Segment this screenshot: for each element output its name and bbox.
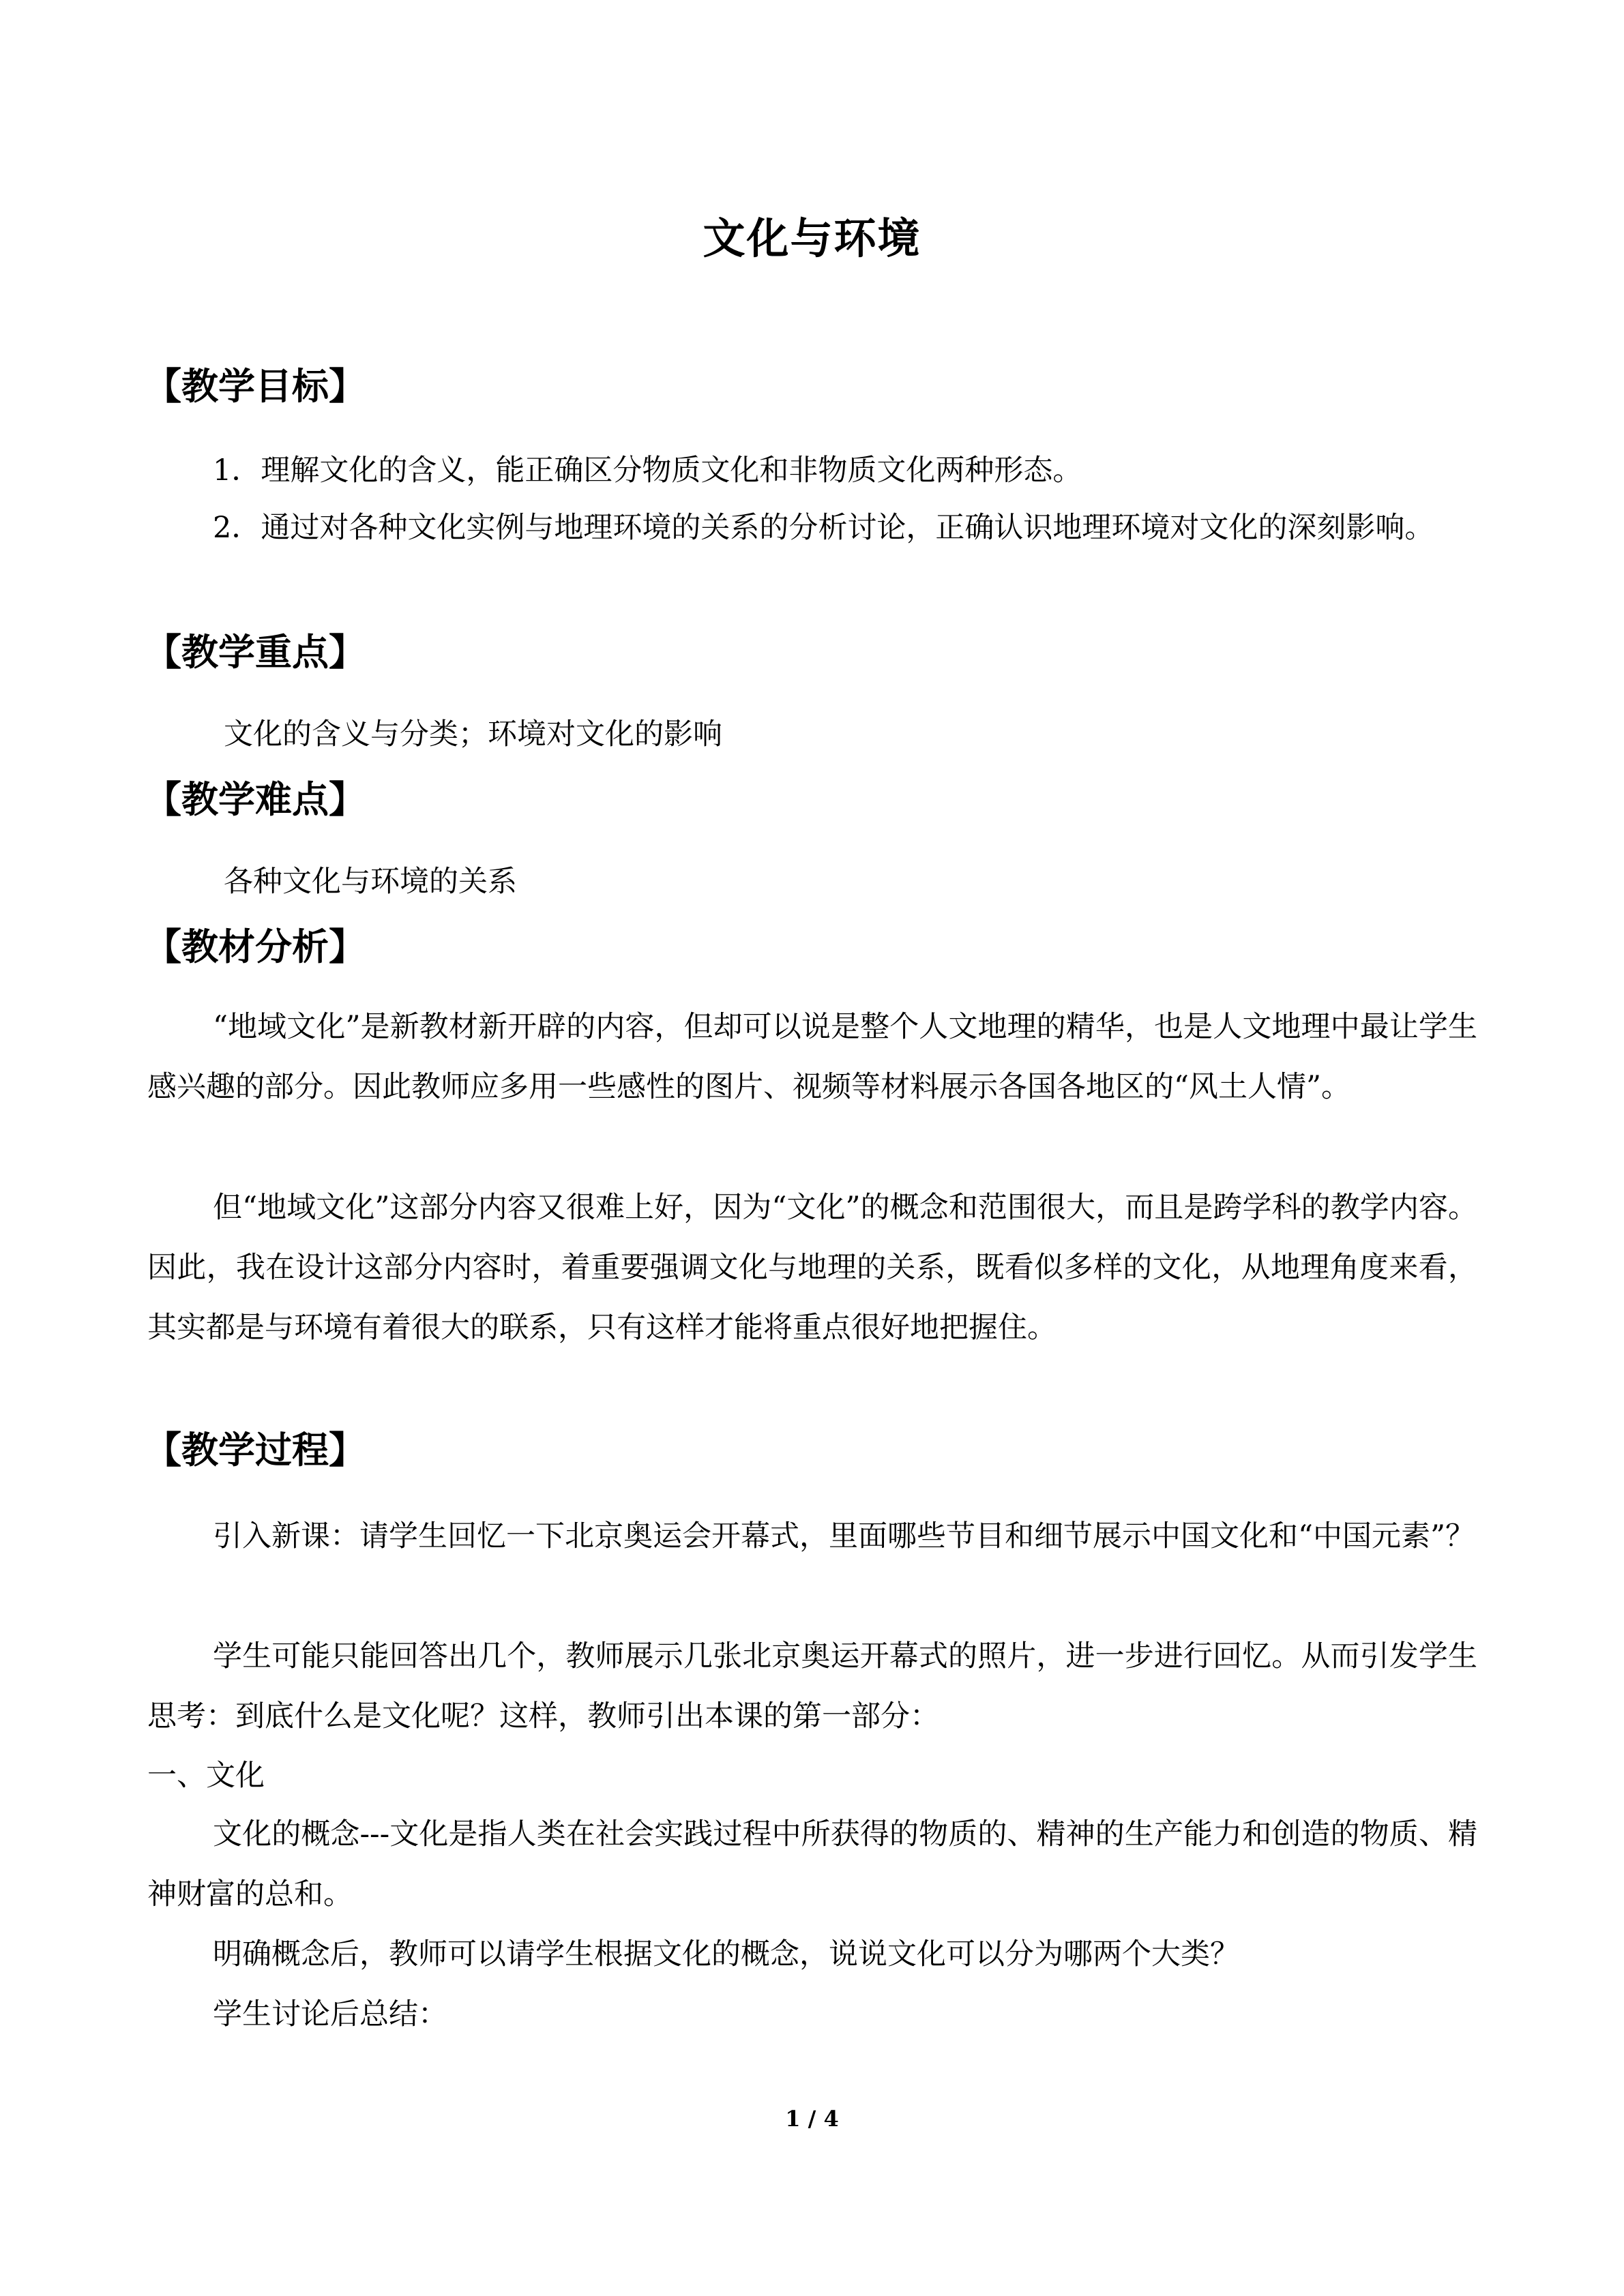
- difficulties-text: 各种文化与环境的关系: [224, 865, 517, 899]
- goal-item-1: 1．理解文化的含义，能正确区分物质文化和非物质文化两种形态。: [213, 453, 1082, 488]
- page-number: 1 / 4: [785, 2106, 839, 2132]
- section-heading-process: 【教学过程】: [145, 1429, 366, 1472]
- process-paragraph-1: 引入新课：请学生回忆一下北京奥运会开幕式，里面哪些节目和细节展示中国文化和“中国元素”？: [213, 1519, 1475, 1553]
- analysis-paragraph-1: “地域文化”是新教材新开辟的内容，但却可以说是整个人文地理的精华，也是人文地理中最让学生感兴趣的部分。因此教师应多用一些感性的图片、视频等材料展示各国各地区的“风土人情”。: [147, 1010, 1477, 1104]
- process-paragraph-3: 文化的概念---文化是指人类在社会实践过程中所获得的物质的、精神的生产能力和创造的物质、精神财富的总和。: [147, 1817, 1477, 1911]
- process-paragraph-2: 学生可能只能回答出几个，教师展示几张北京奥运开幕式的照片，进一步进行回忆。从而引发学生思考：到底什么是文化呢？这样，教师引出本课的第一部分：: [147, 1639, 1477, 1733]
- analysis-paragraph-2: 但“地域文化”这部分内容又很难上好，因为“文化”的概念和范围很大，而且是跨学科的教学内容。因此，我在设计这部分内容时，着重要强调文化与地理的关系，既看似多样的文化，从地理角度来看，其实都是与环境有着很大的联系，只有这样才能将重点很好地把握住。: [147, 1191, 1477, 1345]
- process-paragraph-4: 明确概念后，教师可以请学生根据文化的概念，说说文化可以分为哪两个大类？: [213, 1937, 1239, 1971]
- document-title: 文化与环境: [703, 213, 921, 263]
- section-heading-key-points: 【教学重点】: [145, 631, 366, 674]
- section-heading-analysis: 【教材分析】: [145, 925, 366, 968]
- goal-item-2: 2．通过对各种文化实例与地理环境的关系的分析讨论，正确认识地理环境对文化的深刻影响。: [213, 511, 1434, 545]
- section-heading-goals: 【教学目标】: [145, 365, 366, 408]
- process-subheading: 一、文化: [147, 1759, 265, 1793]
- process-paragraph-5: 学生讨论后总结：: [213, 1997, 447, 2031]
- key-points-text: 文化的含义与分类；环境对文化的影响: [224, 717, 722, 751]
- section-heading-difficulties: 【教学难点】: [145, 778, 366, 821]
